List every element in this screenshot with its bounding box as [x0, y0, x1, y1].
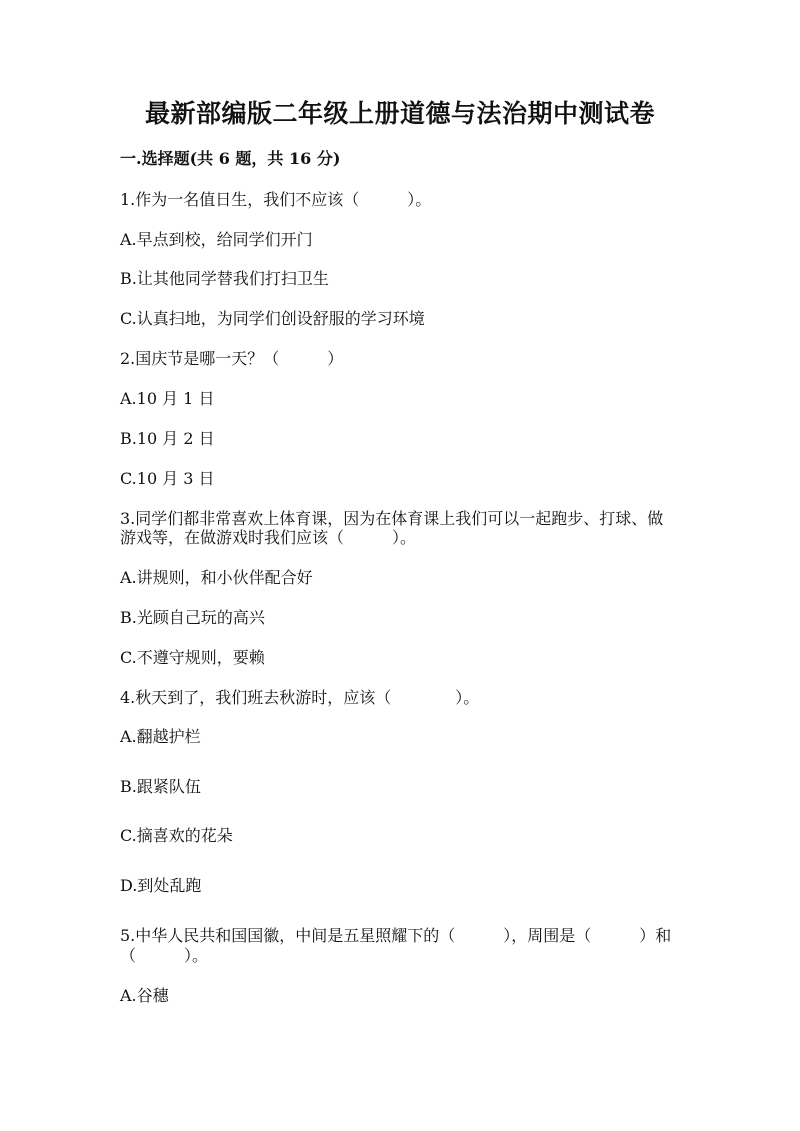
- question-2-option-a: A.10 月 1 日: [120, 389, 215, 408]
- question-4: 4.秋天到了，我们班去秋游时，应该（ ）。: [120, 688, 480, 707]
- question-4-option-c: C.摘喜欢的花朵: [120, 826, 233, 845]
- question-4-option-b: B.跟紧队伍: [120, 777, 201, 796]
- question-3-option-c: C.不遵守规则，要赖: [120, 648, 265, 667]
- question-4-option-d: D.到处乱跑: [120, 876, 202, 895]
- question-3-continued: 游戏等，在做游戏时我们应该（ ）。: [120, 528, 417, 547]
- question-4-option-a: A.翻越护栏: [120, 727, 201, 746]
- section-heading: 一.选择题(共 6 题，共 16 分): [120, 149, 341, 168]
- question-1-option-c: C.认真扫地，为同学们创设舒服的学习环境: [120, 309, 425, 328]
- page-title: 最新部编版二年级上册道德与法治期中测试卷: [144, 99, 655, 128]
- question-2-option-c: C.10 月 3 日: [120, 469, 215, 488]
- question-5-continued: （ ）。: [120, 946, 209, 965]
- question-2: 2.国庆节是哪一天？（ ）: [120, 349, 344, 368]
- question-2-option-b: B.10 月 2 日: [120, 429, 215, 448]
- question-5: 5.中华人民共和国国徽，中间是五星照耀下的（ ），周围是（ ）和: [120, 926, 672, 945]
- question-1: 1.作为一名值日生，我们不应该（ ）。: [120, 190, 432, 209]
- question-3: 3.同学们都非常喜欢上体育课，因为在体育课上我们可以一起跑步、打球、做: [120, 509, 664, 528]
- question-3-option-a: A.讲规则，和小伙伴配合好: [120, 568, 313, 587]
- question-1-option-a: A.早点到校，给同学们开门: [120, 230, 313, 249]
- question-5-option-a: A.谷穗: [120, 986, 169, 1005]
- question-1-option-b: B.让其他同学替我们打扫卫生: [120, 269, 329, 288]
- question-3-option-b: B.光顾自己玩的高兴: [120, 608, 265, 627]
